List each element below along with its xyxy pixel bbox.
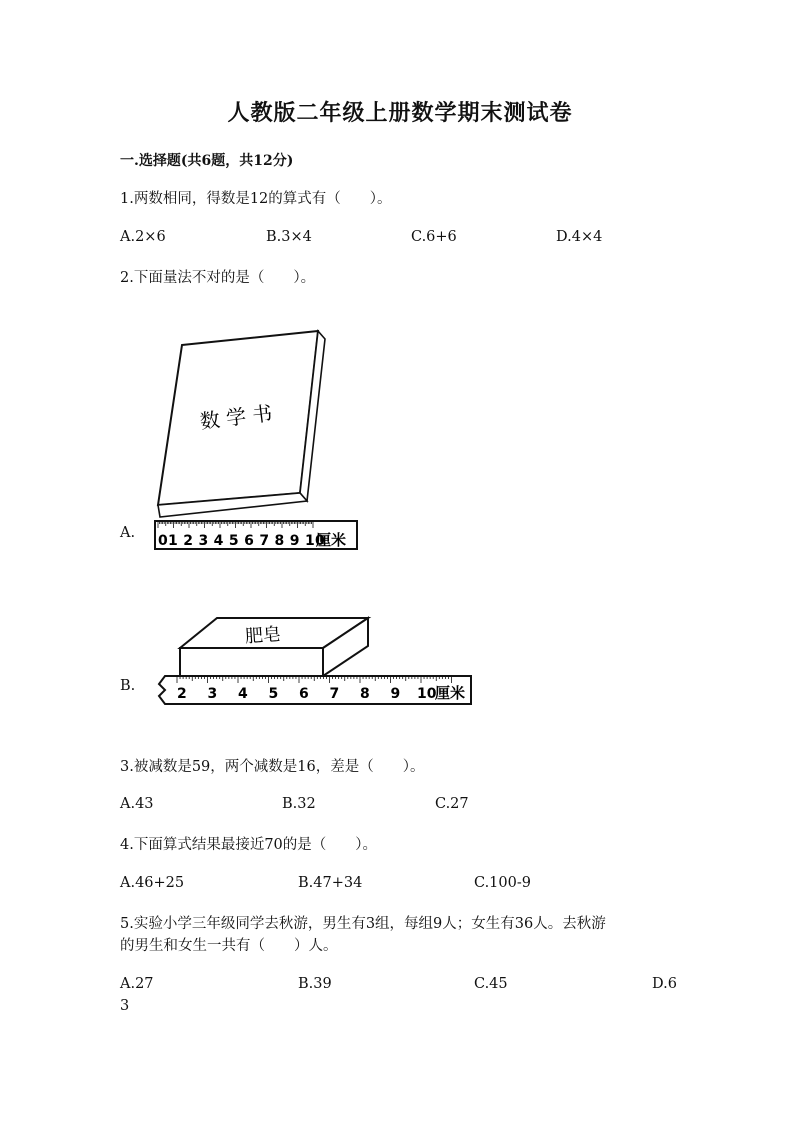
soap-text: 肥皂 (244, 623, 282, 648)
q1-option-c: C.6+6 (411, 229, 457, 245)
soap-ruler-figure (155, 610, 480, 710)
question-3: 3.被减数是59，两个减数是16，差是（ ）。 (120, 759, 425, 775)
q5-option-b: B.39 (298, 976, 332, 992)
q5-option-d-wrap: 3 (120, 998, 130, 1014)
question-2: 2.下面量法不对的是（ ）。 (120, 270, 316, 286)
book-cover-text: 数 学 书 (198, 400, 274, 434)
q4-option-a: A.46+25 (120, 875, 185, 891)
ruler-b-number: 9 (390, 686, 401, 702)
question-5-line-2: 的男生和女生一共有（ ）人。 (120, 938, 338, 954)
q2-option-b: B. (120, 678, 136, 694)
q1-option-b: B.3×4 (266, 229, 312, 245)
ruler-b-number: 5 (268, 686, 279, 702)
ruler-b-unit: 厘米 (435, 684, 466, 702)
q1-option-d: D.4×4 (556, 229, 603, 245)
q3-option-c: C.27 (435, 796, 469, 812)
ruler-b-number: 3 (207, 686, 218, 702)
q4-option-b: B.47+34 (298, 875, 363, 891)
q1-option-a: A.2×6 (120, 229, 166, 245)
ruler-b-number: 2 (177, 686, 187, 702)
ruler-a-numbers: 01 2 3 4 5 6 7 8 9 10 (158, 533, 326, 549)
ruler-b-number: 6 (299, 686, 309, 702)
q5-option-a: A.27 (120, 976, 154, 992)
page-title: 人教版二年级上册数学期末测试卷 (227, 100, 573, 126)
ruler-b-number: 8 (360, 686, 370, 702)
book-ruler-figure (150, 325, 365, 555)
q3-option-b: B.32 (282, 796, 316, 812)
question-4: 4.下面算式结果最接近70的是（ ）。 (120, 837, 378, 853)
q5-option-d: D.6 (652, 976, 677, 992)
q2-option-a: A. (120, 525, 136, 541)
q3-option-a: A.43 (120, 796, 154, 812)
q5-option-c: C.45 (474, 976, 508, 992)
question-1: 1.两数相同，得数是12的算式有（ ）。 (120, 191, 392, 207)
ruler-b-number: 10 (417, 686, 437, 702)
ruler-b-number: 4 (238, 686, 248, 702)
ruler-a-unit: 厘米 (316, 531, 347, 549)
q4-option-c: C.100-9 (474, 875, 531, 891)
ruler-b-number: 7 (329, 686, 340, 702)
question-5-line-1: 5.实验小学三年级同学去秋游，男生有3组，每组9人；女生有36人。去秋游 (120, 916, 606, 932)
section-heading: 一.选择题(共6题，共12分) (120, 153, 294, 169)
